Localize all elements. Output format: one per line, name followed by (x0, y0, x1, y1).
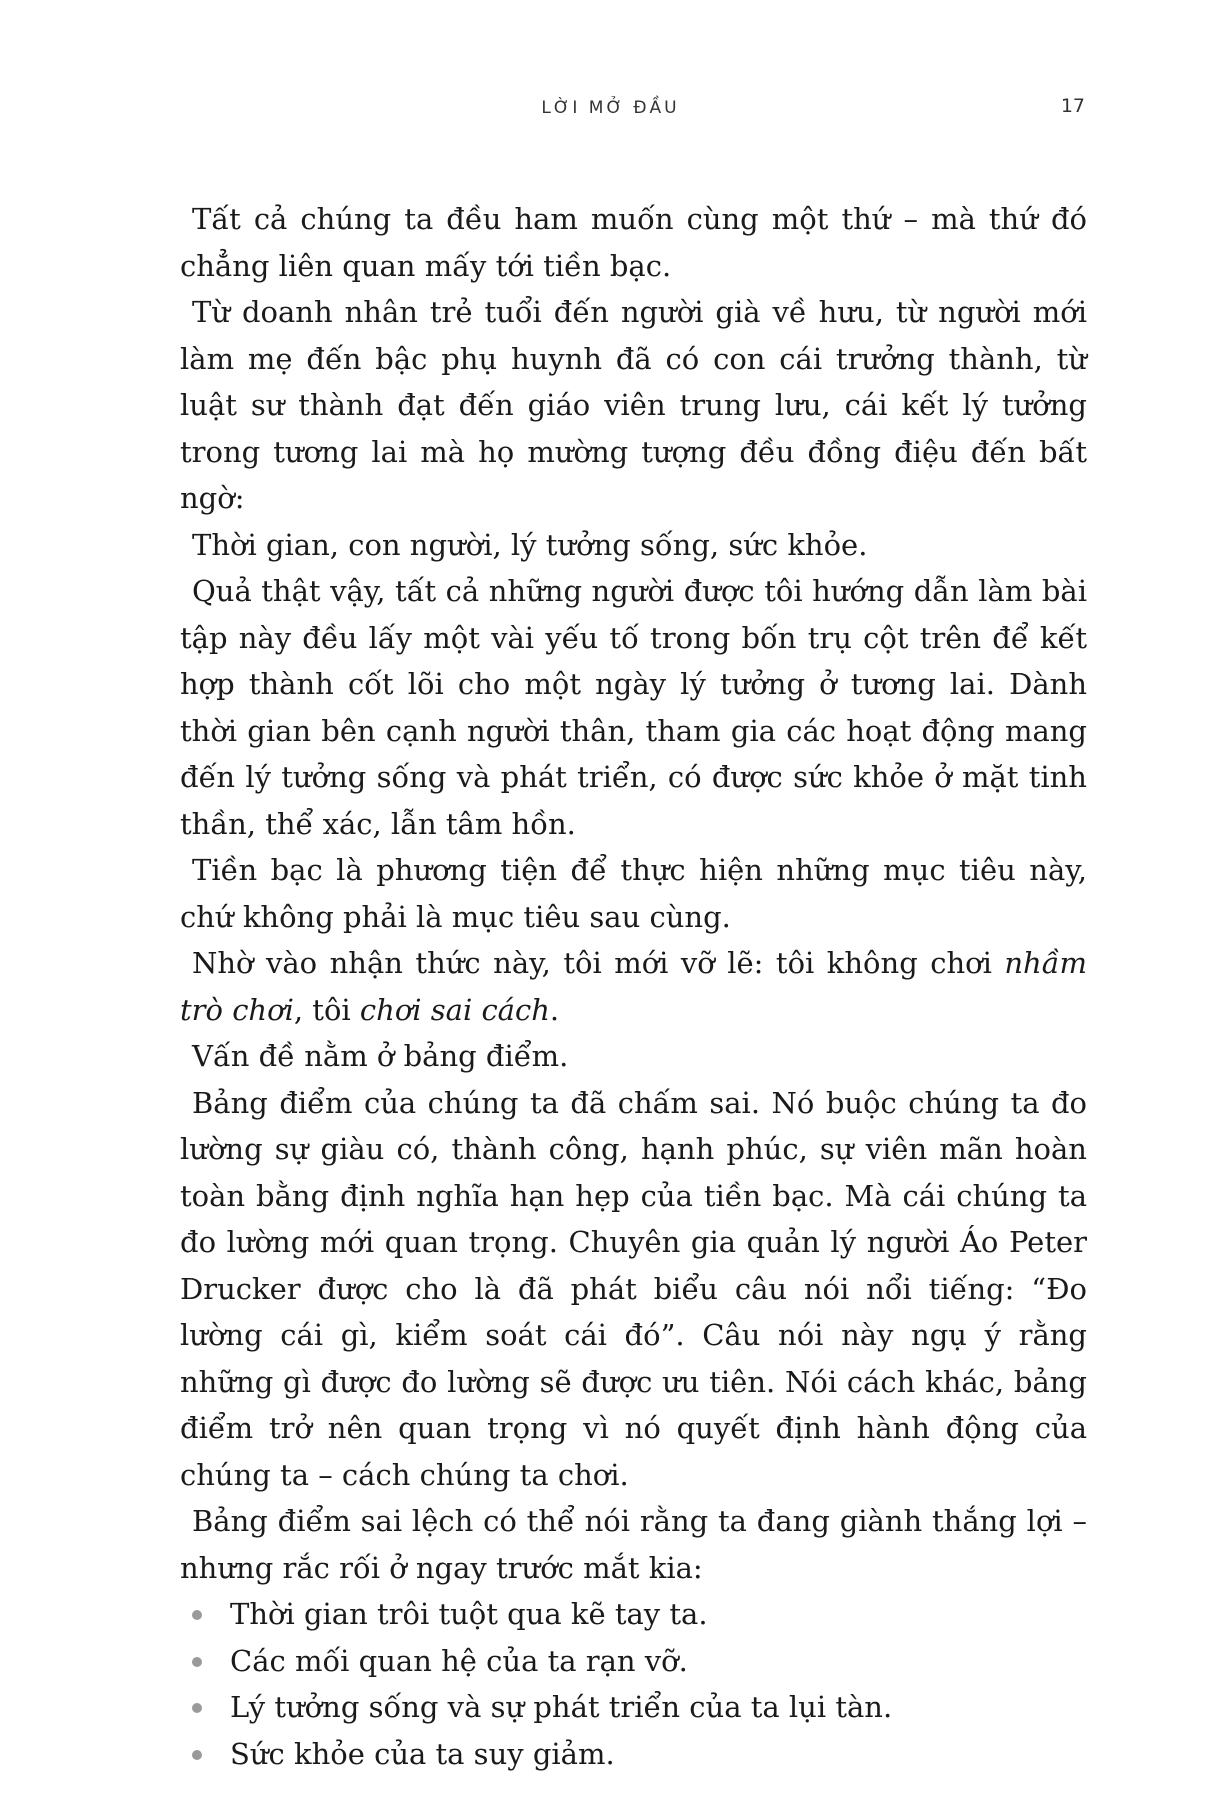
list-item (180, 1684, 1087, 1731)
text-run: , tôi (293, 992, 360, 1027)
bullet-icon (192, 1657, 202, 1667)
list-item (180, 1638, 1087, 1685)
bullet-icon (192, 1703, 202, 1713)
paragraph: Từ doanh nhân trẻ tuổi đến người già về hưu, từ người mới làm mẹ đến bậc phụ huynh đã có con cái trưởng thành, từ luật sư thành đạt đến giáo viên trung lưu, cái kết lý tưởng trong tương lai mà họ mường tượng đều đồng điệu đến bất ngờ: (180, 295, 1087, 515)
paragraph: Quả thật vậy, tất cả những người được tôi hướng dẫn làm bài tập này đều lấy một vài yếu tố trong bốn trụ cột trên để kết hợp thành cốt lõi cho một ngày lý tưởng ở tương lai. Dành thời gian bên cạnh người thân, tham gia các hoạt động mang đến lý tưởng sống và phát triển, có được sức khỏe ở mặt tinh thần, thể xác, lẫn tâm hồn. (180, 574, 1087, 841)
running-header (0, 95, 1221, 128)
running-title: LỜI MỞ ĐẦU (541, 98, 680, 118)
paragraph (180, 940, 1087, 1033)
text-run: Nhờ vào nhận thức này, tôi mới vỡ lẽ: tôi không chơi (192, 946, 1005, 980)
list-item-text: Các mối quan hệ của ta rạn vỡ. (230, 1643, 688, 1678)
list-item-text: Lý tưởng sống và sự phát triển của ta lụi tàn. (230, 1690, 893, 1724)
list-item (180, 1591, 1087, 1638)
paragraph: Tất cả chúng ta đều ham muốn cùng một thứ – mà thứ đó chẳng liên quan mấy tới tiền bạc. (180, 202, 1087, 283)
bullet-icon (192, 1750, 202, 1760)
emphasis-text: nhầm trò chơi (180, 946, 1087, 1027)
paragraph: Thời gian, con người, lý tưởng sống, sức khỏe. (192, 527, 868, 562)
page-number: 17 (1060, 95, 1085, 117)
list-item-text: Sức khỏe của ta suy giảm. (230, 1736, 615, 1771)
list-item (180, 1731, 1087, 1778)
list-item-text: Thời gian trôi tuột qua kẽ tay ta. (230, 1597, 708, 1631)
paragraph: Bảng điểm sai lệch có thể nói rằng ta đang giành thắng lợi – nhưng rắc rối ở ngay trước mắt kia: (180, 1504, 1087, 1585)
bullet-icon (192, 1610, 202, 1620)
paragraph: Bảng điểm của chúng ta đã chấm sai. Nó buộc chúng ta đo lường sự giàu có, thành công, hạnh phúc, sự viên mãn hoàn toàn bằng định nghĩa hạn hẹp của tiền bạc. Mà cái chúng ta đo lường mới quan trọng. Chuyên gia quản lý người Áo Peter Drucker được cho là đã phát biểu câu nói nổi tiếng: “Đo lường cái gì, kiểm soát cái đó”. Câu nói này ngụ ý rằng những gì được đo lường sẽ được ưu tiên. Nói cách khác, bảng điểm trở nên quan trọng vì nó quyết định hành động của chúng ta – cách chúng ta chơi. (180, 1085, 1087, 1492)
emphasis-text: chơi sai cách (359, 992, 550, 1027)
paragraph: Tiền bạc là phương tiện để thực hiện những mục tiêu này, chứ không phải là mục tiêu sau cùng. (180, 853, 1087, 934)
bullet-list (180, 1591, 1087, 1777)
body-text (180, 196, 1087, 1777)
text-run: . (549, 992, 560, 1027)
paragraph: Vấn đề nằm ở bảng điểm. (192, 1039, 569, 1073)
